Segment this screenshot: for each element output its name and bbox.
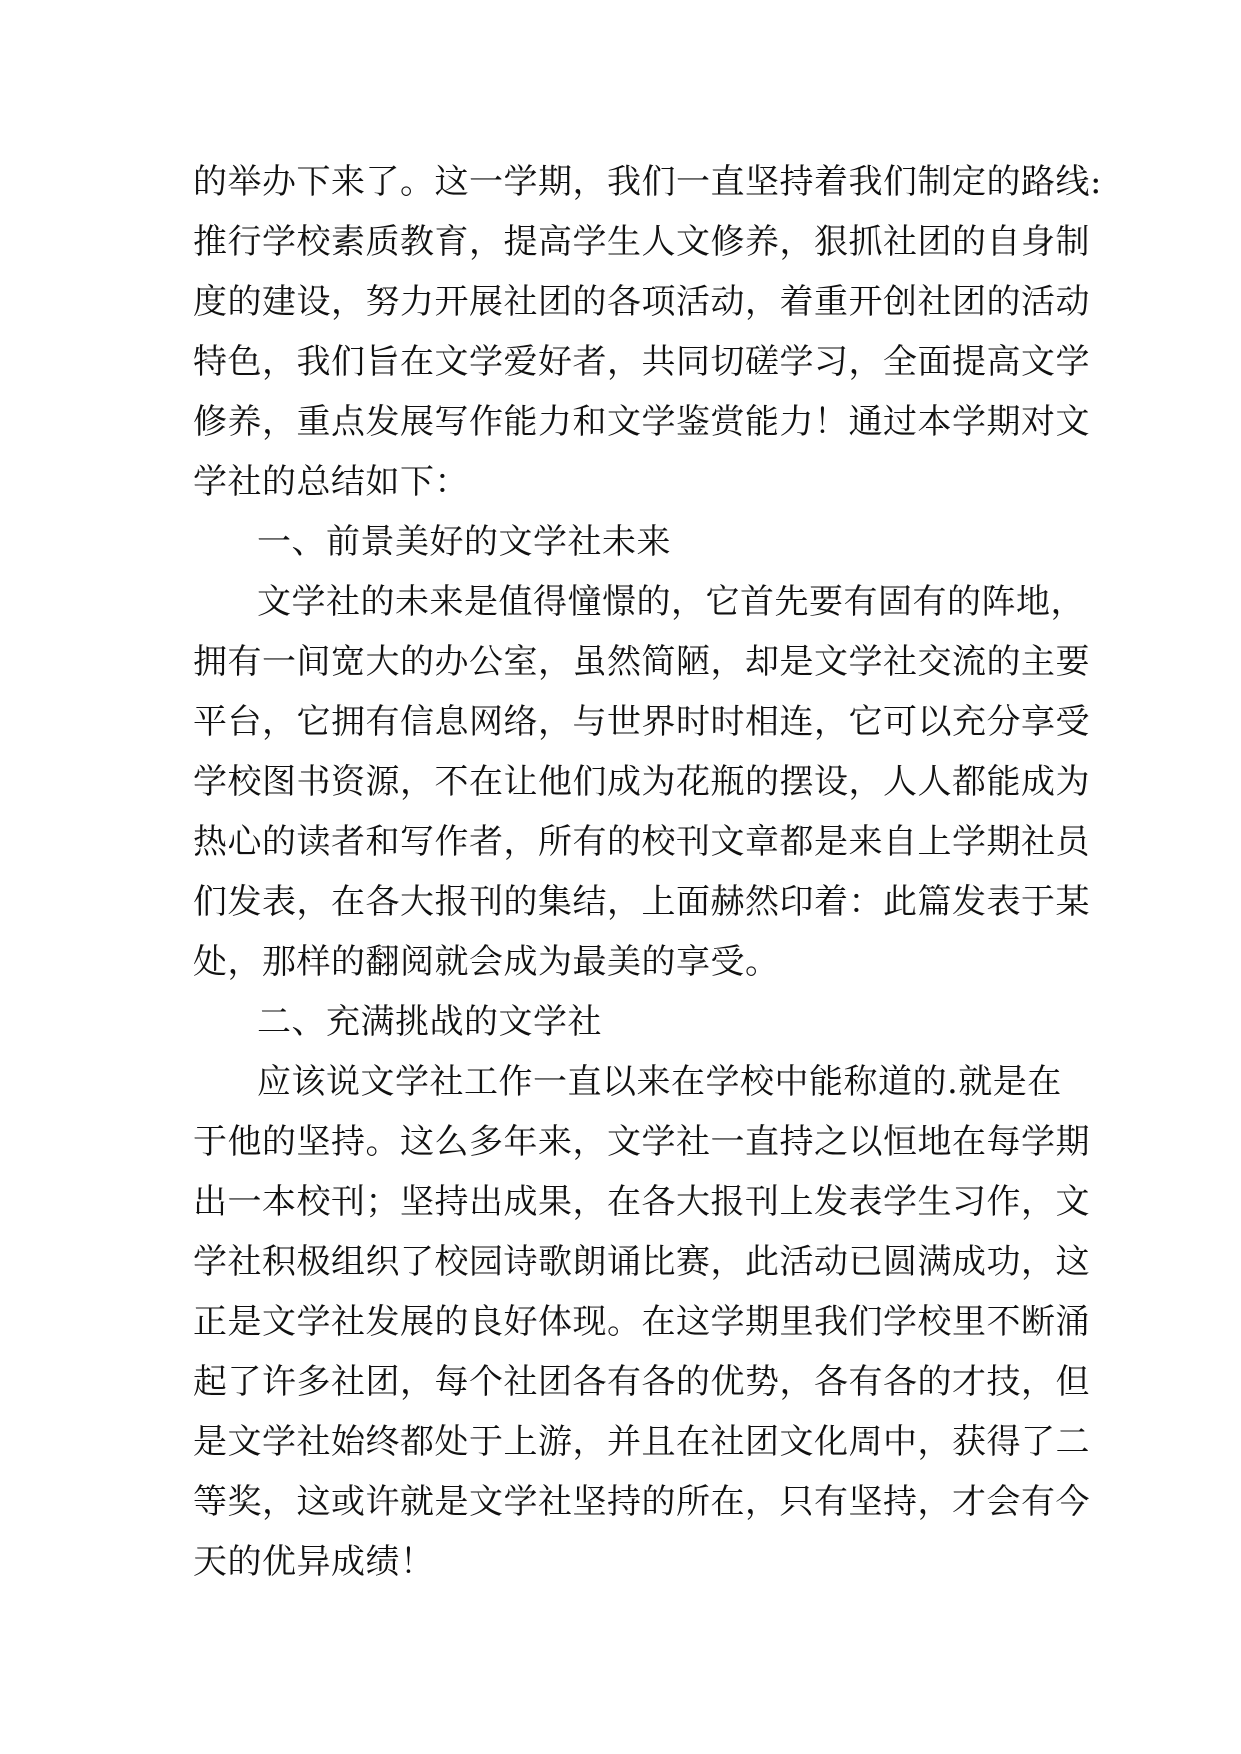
text-line: 起了许多社团，每个社团各有各的优势，各有各的才技，但 <box>193 1362 1090 1402</box>
text-line: 学校图书资源，不在让他们成为花瓶的摆设，人人都能成为 <box>193 762 1090 802</box>
text-line: 特色，我们旨在文学爱好者，共同切磋学习，全面提高文学 <box>193 342 1090 382</box>
text-line: 们发表，在各大报刊的集结，上面赫然印着：此篇发表于某 <box>193 882 1090 922</box>
text-line: 热心的读者和写作者，所有的校刊文章都是来自上学期社员 <box>193 822 1090 862</box>
body-text <box>193 152 1102 1592</box>
text-line: 于他的坚持。这么多年来，文学社一直持之以恒地在每学期 <box>193 1122 1090 1162</box>
text-line: 天的优异成绩！ <box>193 1542 435 1582</box>
section-heading-2: 二、充满挑战的文学社 <box>257 1002 602 1042</box>
text-line: 应该说文学社工作一直以来在学校中能称道的.就是在 <box>257 1062 1062 1102</box>
text-line: 是文学社始终都处于上游，并且在社团文化周中，获得了二 <box>193 1422 1090 1462</box>
text-line: 学社的总结如下： <box>193 462 469 502</box>
text-line: 学社积极组织了校园诗歌朗诵比赛，此活动已圆满成功，这 <box>193 1242 1090 1282</box>
section-heading-1: 一、前景美好的文学社未来 <box>257 522 671 562</box>
text-line: 文学社的未来是值得憧憬的，它首先要有固有的阵地， <box>257 582 1085 622</box>
text-line: 修养，重点发展写作能力和文学鉴赏能力！通过本学期对文 <box>193 402 1090 442</box>
text-line: 出一本校刊；坚持出成果，在各大报刊上发表学生习作，文 <box>193 1182 1090 1222</box>
text-line: 处，那样的翻阅就会成为最美的享受。 <box>193 942 780 982</box>
text-line: 正是文学社发展的良好体现。在这学期里我们学校里不断涌 <box>193 1302 1090 1342</box>
text-line: 平台，它拥有信息网络，与世界时时相连，它可以充分享受 <box>193 702 1090 742</box>
text-line: 推行学校素质教育，提高学生人文修养，狠抓社团的自身制 <box>193 222 1090 262</box>
text-line: 拥有一间宽大的办公室，虽然简陋，却是文学社交流的主要 <box>193 642 1090 682</box>
text-line: 的举办下来了。这一学期，我们一直坚持着我们制定的路线: <box>193 162 1102 202</box>
text-line: 度的建设，努力开展社团的各项活动，着重开创社团的活动 <box>193 282 1090 322</box>
text-line: 等奖，这或许就是文学社坚持的所在，只有坚持，才会有今 <box>193 1482 1090 1522</box>
